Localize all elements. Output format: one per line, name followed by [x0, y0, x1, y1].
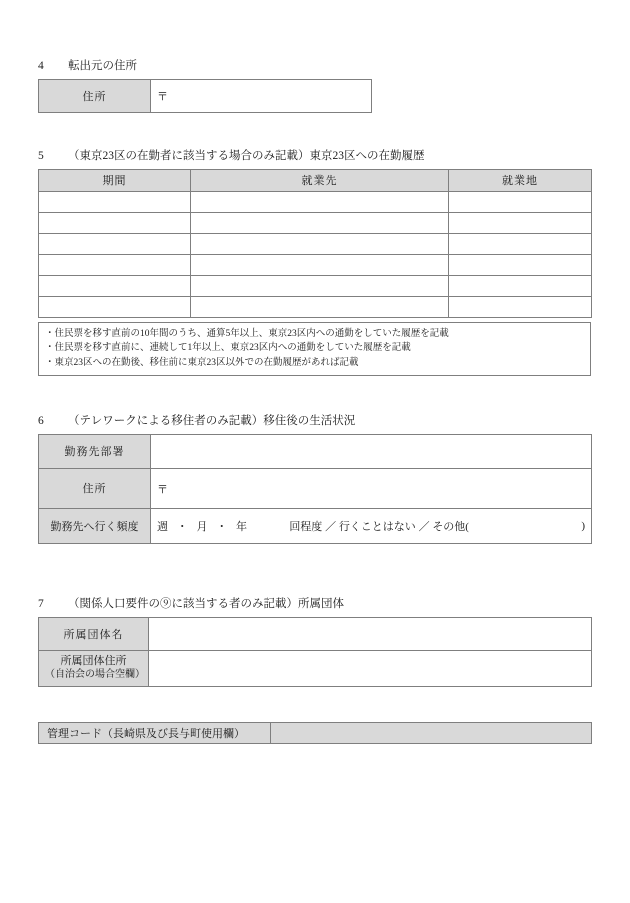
section-7-org-address-input[interactable] [149, 650, 592, 686]
section-4-table [38, 79, 372, 113]
section-5-heading [38, 150, 592, 163]
section-5-notes [38, 322, 591, 376]
employer-cell[interactable] [191, 296, 449, 317]
management-code-table [38, 722, 592, 744]
postal-mark-icon: 〒 [157, 91, 168, 104]
table-row [39, 233, 592, 254]
frequency-separator: ／ [325, 520, 337, 533]
frequency-option-other-label[interactable]: その他( [432, 520, 469, 533]
section-7-heading [38, 598, 592, 611]
period-cell[interactable] [39, 254, 191, 275]
table-row [39, 508, 592, 543]
frequency-separator: ／ [418, 520, 430, 533]
section-5-table [38, 169, 592, 318]
worklocation-cell[interactable] [449, 275, 592, 296]
section-4 [38, 60, 372, 113]
column-header-employer: 就業先 [191, 169, 449, 191]
section-7-org-name-input[interactable] [149, 617, 592, 650]
section-7-number: 7 [38, 598, 44, 610]
frequency-option-other-close: ) [581, 519, 585, 532]
period-cell[interactable] [39, 275, 191, 296]
section-7-org-name-label: 所属団体名 [39, 617, 149, 650]
section-6-table [38, 434, 592, 544]
table-row [39, 617, 592, 650]
table-row [39, 723, 592, 744]
section-6-address-input[interactable] [151, 468, 592, 508]
worklocation-cell[interactable] [449, 296, 592, 317]
section-7-table [38, 617, 592, 687]
management-code-label: 管理コード（長崎県及び長与町使用欄） [39, 723, 271, 744]
section-6-department-label: 勤務先部署 [39, 434, 151, 468]
note-line: ・住民票を移す直前に、連続して1年以上、東京23区内への通勤をしていた履歴を記載 [45, 343, 411, 354]
table-row [39, 434, 592, 468]
postal-mark-icon: 〒 [157, 483, 168, 496]
section-7 [38, 598, 592, 687]
note-line: ・東京23区への在勤後、移住前に東京23区以外での在勤履歴があれば記載 [45, 357, 359, 368]
period-cell[interactable] [39, 212, 191, 233]
section-6-frequency-options[interactable] [151, 508, 592, 543]
table-row [39, 296, 592, 317]
frequency-count-text: 回程度 [289, 520, 323, 533]
section-6-heading [38, 415, 592, 428]
section-6-department-input[interactable] [151, 434, 592, 468]
section-4-title: 転出元の住所 [68, 60, 137, 72]
section-6-address-label: 住所 [39, 468, 151, 508]
frequency-option-none[interactable]: 行くことはない [338, 520, 416, 533]
table-row [39, 650, 592, 686]
section-4-number: 4 [38, 60, 44, 72]
section-7-org-address-label-sub: （自治会の場合空欄） [45, 668, 145, 680]
section-7-org-address-label-main: 所属団体住所 [60, 655, 127, 668]
table-row [39, 254, 592, 275]
section-6-frequency-label: 勤務先へ行く頻度 [39, 508, 151, 543]
worklocation-cell[interactable] [449, 191, 592, 212]
period-cell[interactable] [39, 233, 191, 254]
table-row [39, 212, 592, 233]
section-7-org-address-label [39, 650, 149, 686]
employer-cell[interactable] [191, 254, 449, 275]
section-7-title: （関係人口要件の⑨に該当する者のみ記載）所属団体 [68, 598, 344, 610]
management-code-input[interactable] [271, 723, 592, 744]
employer-cell[interactable] [191, 191, 449, 212]
employer-cell[interactable] [191, 275, 449, 296]
worklocation-cell[interactable] [449, 254, 592, 275]
frequency-units: 週 ・ 月 ・ 年 [157, 520, 250, 533]
column-header-worklocation: 就業地 [449, 169, 592, 191]
section-4-address-input[interactable] [151, 79, 372, 112]
employer-cell[interactable] [191, 212, 449, 233]
worklocation-cell[interactable] [449, 212, 592, 233]
section-5 [38, 150, 592, 376]
table-row [39, 275, 592, 296]
table-header-row [39, 169, 592, 191]
section-6-title: （テレワークによる移住者のみ記載）移住後の生活状況 [68, 415, 356, 427]
worklocation-cell[interactable] [449, 233, 592, 254]
period-cell[interactable] [39, 191, 191, 212]
table-row [39, 191, 592, 212]
table-row [39, 79, 372, 112]
section-5-title: （東京23区の在勤者に該当する場合のみ記載）東京23区への在勤履歴 [68, 150, 425, 162]
table-row [39, 468, 592, 508]
section-4-address-label: 住所 [39, 79, 151, 112]
period-cell[interactable] [39, 296, 191, 317]
section-5-number: 5 [38, 150, 44, 162]
employer-cell[interactable] [191, 233, 449, 254]
section-6-number: 6 [38, 415, 44, 427]
note-line: ・住民票を移す直前の10年間のうち、通算5年以上、東京23区内への通勤をしていた履歴を記載 [45, 328, 449, 339]
section-6 [38, 415, 592, 544]
section-4-heading [38, 60, 372, 73]
column-header-period: 期間 [39, 169, 191, 191]
